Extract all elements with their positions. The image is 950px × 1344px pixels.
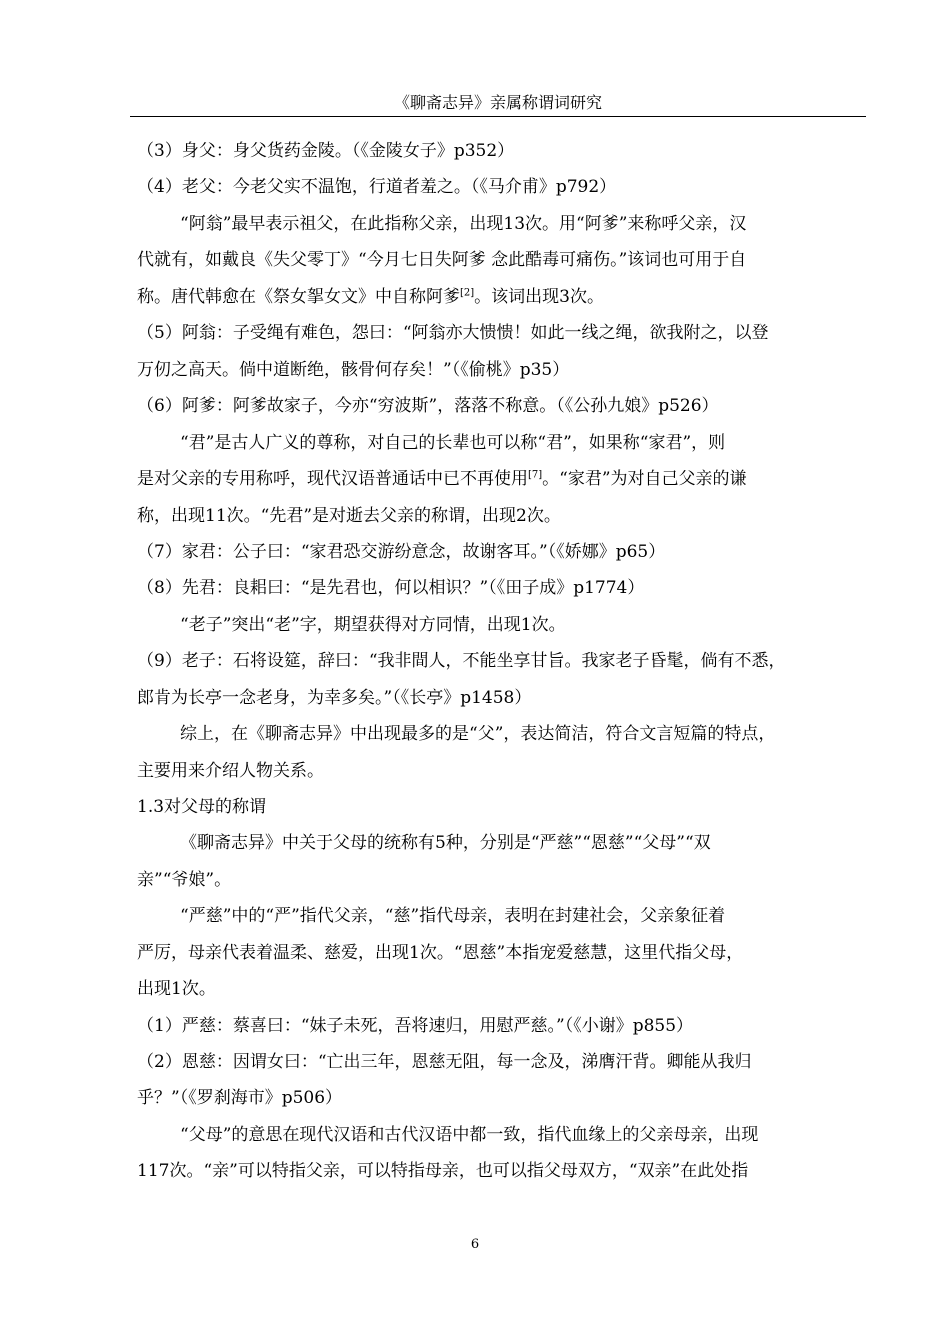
text-line: 严厉，母亲代表着温柔、慈爱，出现1次。“恩慈”本指宠爱慈慧，这里代指父母，: [137, 943, 744, 963]
text-line: 《聊斋志异》中关于父母的统称有5种，分别是“严慈”“恩慈”“父母”“双: [180, 833, 711, 853]
text-line: 称，出现11次。“先君”是对逝去父亲的称谓，出现2次。: [137, 506, 561, 526]
line-text: 。“家君”为对自己父亲的谦: [542, 469, 747, 489]
text-line: 万仞之高天。倘中道断绝，骸骨何存矣！”（《偷桃》p35）: [137, 360, 570, 380]
citation-ref: [7]: [528, 469, 543, 481]
text-line: （2）恩慈：因谓女曰：“亡出三年，恩慈无阻，每一念及，涕膺汗背。卿能从我归: [137, 1052, 752, 1072]
text-line: （4）老父：今老父实不温饱，行道者羞之。（《马介甫》p792）: [137, 177, 617, 197]
text-line: 代就有，如戴良《失父零丁》“今月七日失阿爹 念此酷毒可痛伤。”该词也可用于自: [137, 250, 747, 270]
line-text: 称。唐代韩愈在《祭女挐女文》中自称阿爹: [137, 287, 460, 307]
text-line: （7）家君：公子曰：“家君恐交游纷意念，故谢客耳。”（《娇娜》p65）: [137, 542, 666, 562]
text-line: （1）严慈：蔡喜曰：“妹子未死，吾将速归，用慰严慈。”（《小谢》p855）: [137, 1016, 694, 1036]
text-line: （6）阿爹：阿爹故家子，今亦“穷波斯”，落落不称意。（《公孙九娘》p526）: [137, 396, 719, 416]
text-line: “阿翁”最早表示祖父，在此指称父亲，出现13次。用“阿爹”来称呼父亲，汉: [180, 214, 747, 234]
text-line: （9）老子：石将设筵，辞曰：“我非間人，不能坐享甘旨。我家老子昏髦，倘有不悉，: [137, 651, 786, 671]
section-heading: 1.3对父母的称谓: [137, 797, 267, 817]
text-line: “君”是古人广义的尊称，对自己的长辈也可以称“君”，如果称“家君”，则: [180, 433, 726, 453]
text-line: [137, 467, 747, 491]
text-line: 综上，在《聊斋志异》中出现最多的是“父”，表达简洁，符合文言短篇的特点，: [180, 724, 776, 744]
running-header: 《聊斋志异》亲属称谓词研究: [130, 92, 866, 117]
text-line: 郎肯为长亭一念老身，为幸多矣。”（《长亭》p1458）: [137, 688, 532, 708]
text-line: 亲”“爷娘”。: [137, 870, 232, 890]
text-line: 主要用来介绍人物关系。: [137, 761, 324, 781]
text-line: 117次。“亲”可以特指父亲，可以特指母亲，也可以指父母双方，“双亲”在此处指: [137, 1161, 749, 1181]
text-line: 乎？”（《罗刹海市》p506）: [137, 1088, 343, 1108]
text-line: “严慈”中的“严”指代父亲，“慈”指代母亲，表明在封建社会，父亲象征着: [180, 906, 726, 926]
citation-ref: [2]: [460, 287, 475, 299]
text-line: （8）先君：良耜曰：“是先君也，何以相识？”（《田子成》p1774）: [137, 578, 645, 598]
text-line: “父母”的意思在现代汉语和古代汉语中都一致，指代血缘上的父亲母亲，出现: [180, 1125, 759, 1145]
text-line: “老子”突出“老”字，期望获得对方同情，出现1次。: [180, 615, 566, 635]
text-line: （3）身父：身父货药金陵。（《金陵女子》p352）: [137, 141, 515, 161]
text-line: 出现1次。: [137, 979, 216, 999]
line-text: 是对父亲的专用称呼，现代汉语普通话中已不再使用: [137, 469, 528, 489]
text-line: [137, 285, 604, 309]
page-number: 6: [470, 1237, 480, 1252]
line-text: 。该词出现3次。: [474, 287, 604, 307]
text-line: （5）阿翁：子受绳有难色，怨曰：“阿翁亦大愦愦！如此一线之绳，欲我附之，以登: [137, 323, 769, 343]
